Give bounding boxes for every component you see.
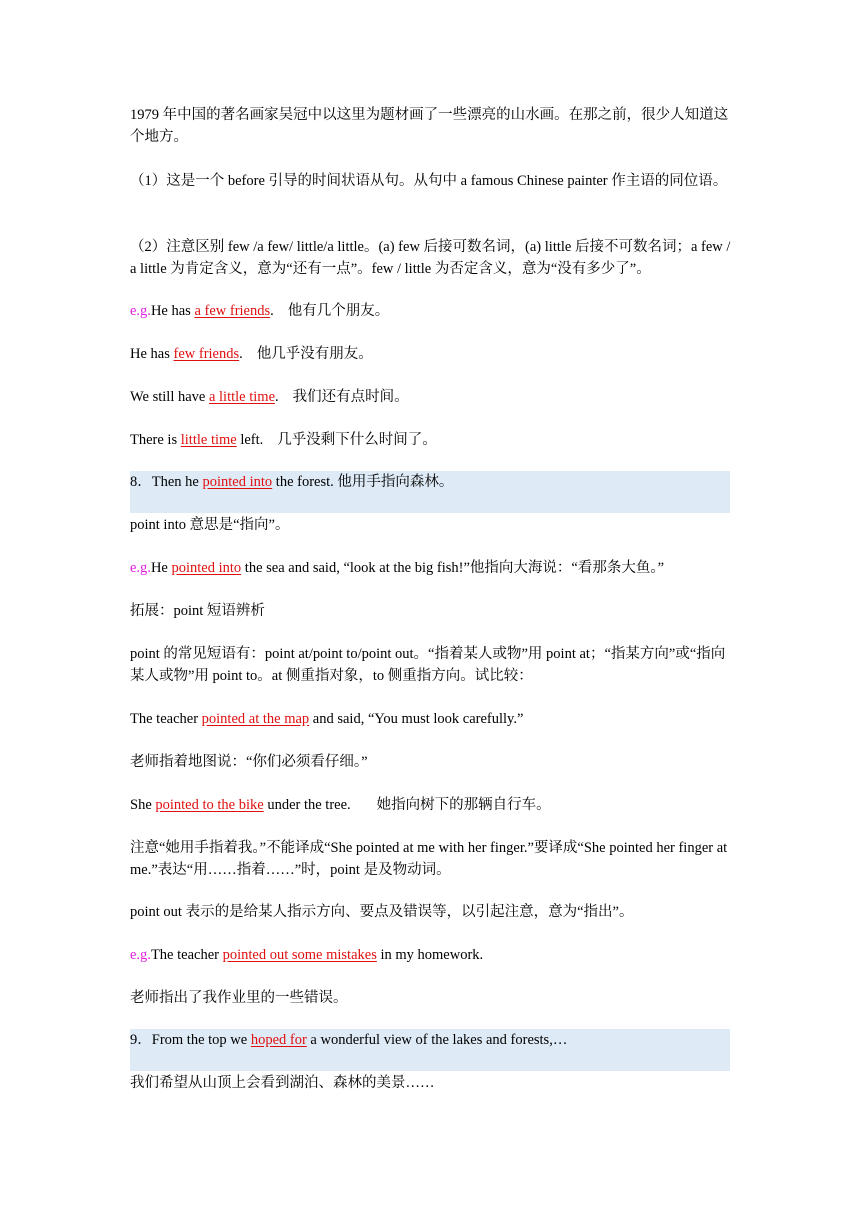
- example-pointed-at: The teacher pointed at the map and said, “You must look carefully.”: [130, 711, 524, 727]
- key-phrase: a little time: [208, 389, 276, 405]
- key-phrase: a few friends: [194, 303, 271, 319]
- item-8-heading: 8．Then he pointed into the forest. 他用手指向森林。: [130, 471, 730, 513]
- eg-label: e.g.: [130, 947, 151, 963]
- note-1: （1）这是一个 before 引导的时间状语从句。从句中 a famous Chinese painter 作主语的同位语。: [130, 173, 728, 189]
- key-phrase: little time: [180, 432, 237, 448]
- eg-label: e.g.: [130, 303, 151, 319]
- paragraph-intro: 1979 年中国的著名画家吴冠中以这里为题材画了一些漂亮的山水画。在那之前，很少人知道这个地方。: [130, 107, 729, 145]
- item-8-note: point into 意思是“指向”。: [130, 517, 290, 533]
- eg-label: e.g.: [130, 560, 151, 576]
- key-phrase: pointed into: [171, 560, 242, 576]
- example-pointed-out: e.g.The teacher pointed out some mistakes in my homework.: [130, 947, 484, 963]
- extend-heading: 拓展：point 短语辨析: [130, 603, 265, 619]
- point-out-note: point out 表示的是给某人指示方向、要点及错误等，以引起注意，意为“指出”。: [130, 904, 634, 920]
- example-pointed-at-cn: 老师指着地图说：“你们必须看仔细。”: [130, 754, 368, 770]
- example-little: There is little time left. 几乎没剩下什么时间了。: [130, 432, 437, 448]
- item-9-heading: 9．From the top we hoped for a wonderful view of the lakes and forests,…: [130, 1029, 730, 1071]
- note-2: （2）注意区别 few /a few/ little/a little。(a) few 后接可数名词，(a) little 后接不可数名词；a few / a little 为肯定含义，意为“还有一点”。few / little 为否定含义，意为“没有多少了”。: [130, 239, 731, 277]
- example-pointed-out-cn: 老师指出了我作业里的一些错误。: [130, 990, 348, 1006]
- key-phrase: pointed into: [202, 474, 273, 490]
- item-9-cn: 我们希望从山顶上会看到湖泊、森林的美景……: [130, 1075, 435, 1091]
- example-pointed-into: e.g.He pointed into the sea and said, “look at the big fish!”他指向大海说：“看那条大鱼。”: [130, 560, 665, 576]
- point-phrases-note: point 的常见短语有：point at/point to/point out。“指着某人或物”用 point at；“指某方向”或“指向某人或物”用 point to。at 侧重指对象，to 侧重指方向。试比较：: [130, 646, 726, 684]
- key-phrase: few friends: [173, 346, 240, 362]
- key-phrase: pointed to the bike: [155, 797, 264, 813]
- key-phrase: pointed out some mistakes: [222, 947, 377, 963]
- example-pointed-to: She pointed to the bike under the tree. 她指向树下的那辆自行车。: [130, 797, 551, 813]
- key-phrase: pointed at the map: [201, 711, 310, 727]
- example-a-few: e.g.He has a few friends. 他有几个朋友。: [130, 303, 390, 319]
- example-few: He has few friends. 他几乎没有朋友。: [130, 346, 373, 362]
- example-a-little: We still have a little time. 我们还有点时间。: [130, 389, 409, 405]
- caution-note: 注意“她用手指着我。”不能译成“She pointed at me with her finger.”要译成“She pointed her finger at me.”表达“用……指着……”时，point 是及物动词。: [130, 840, 728, 878]
- key-phrase: hoped for: [250, 1032, 307, 1048]
